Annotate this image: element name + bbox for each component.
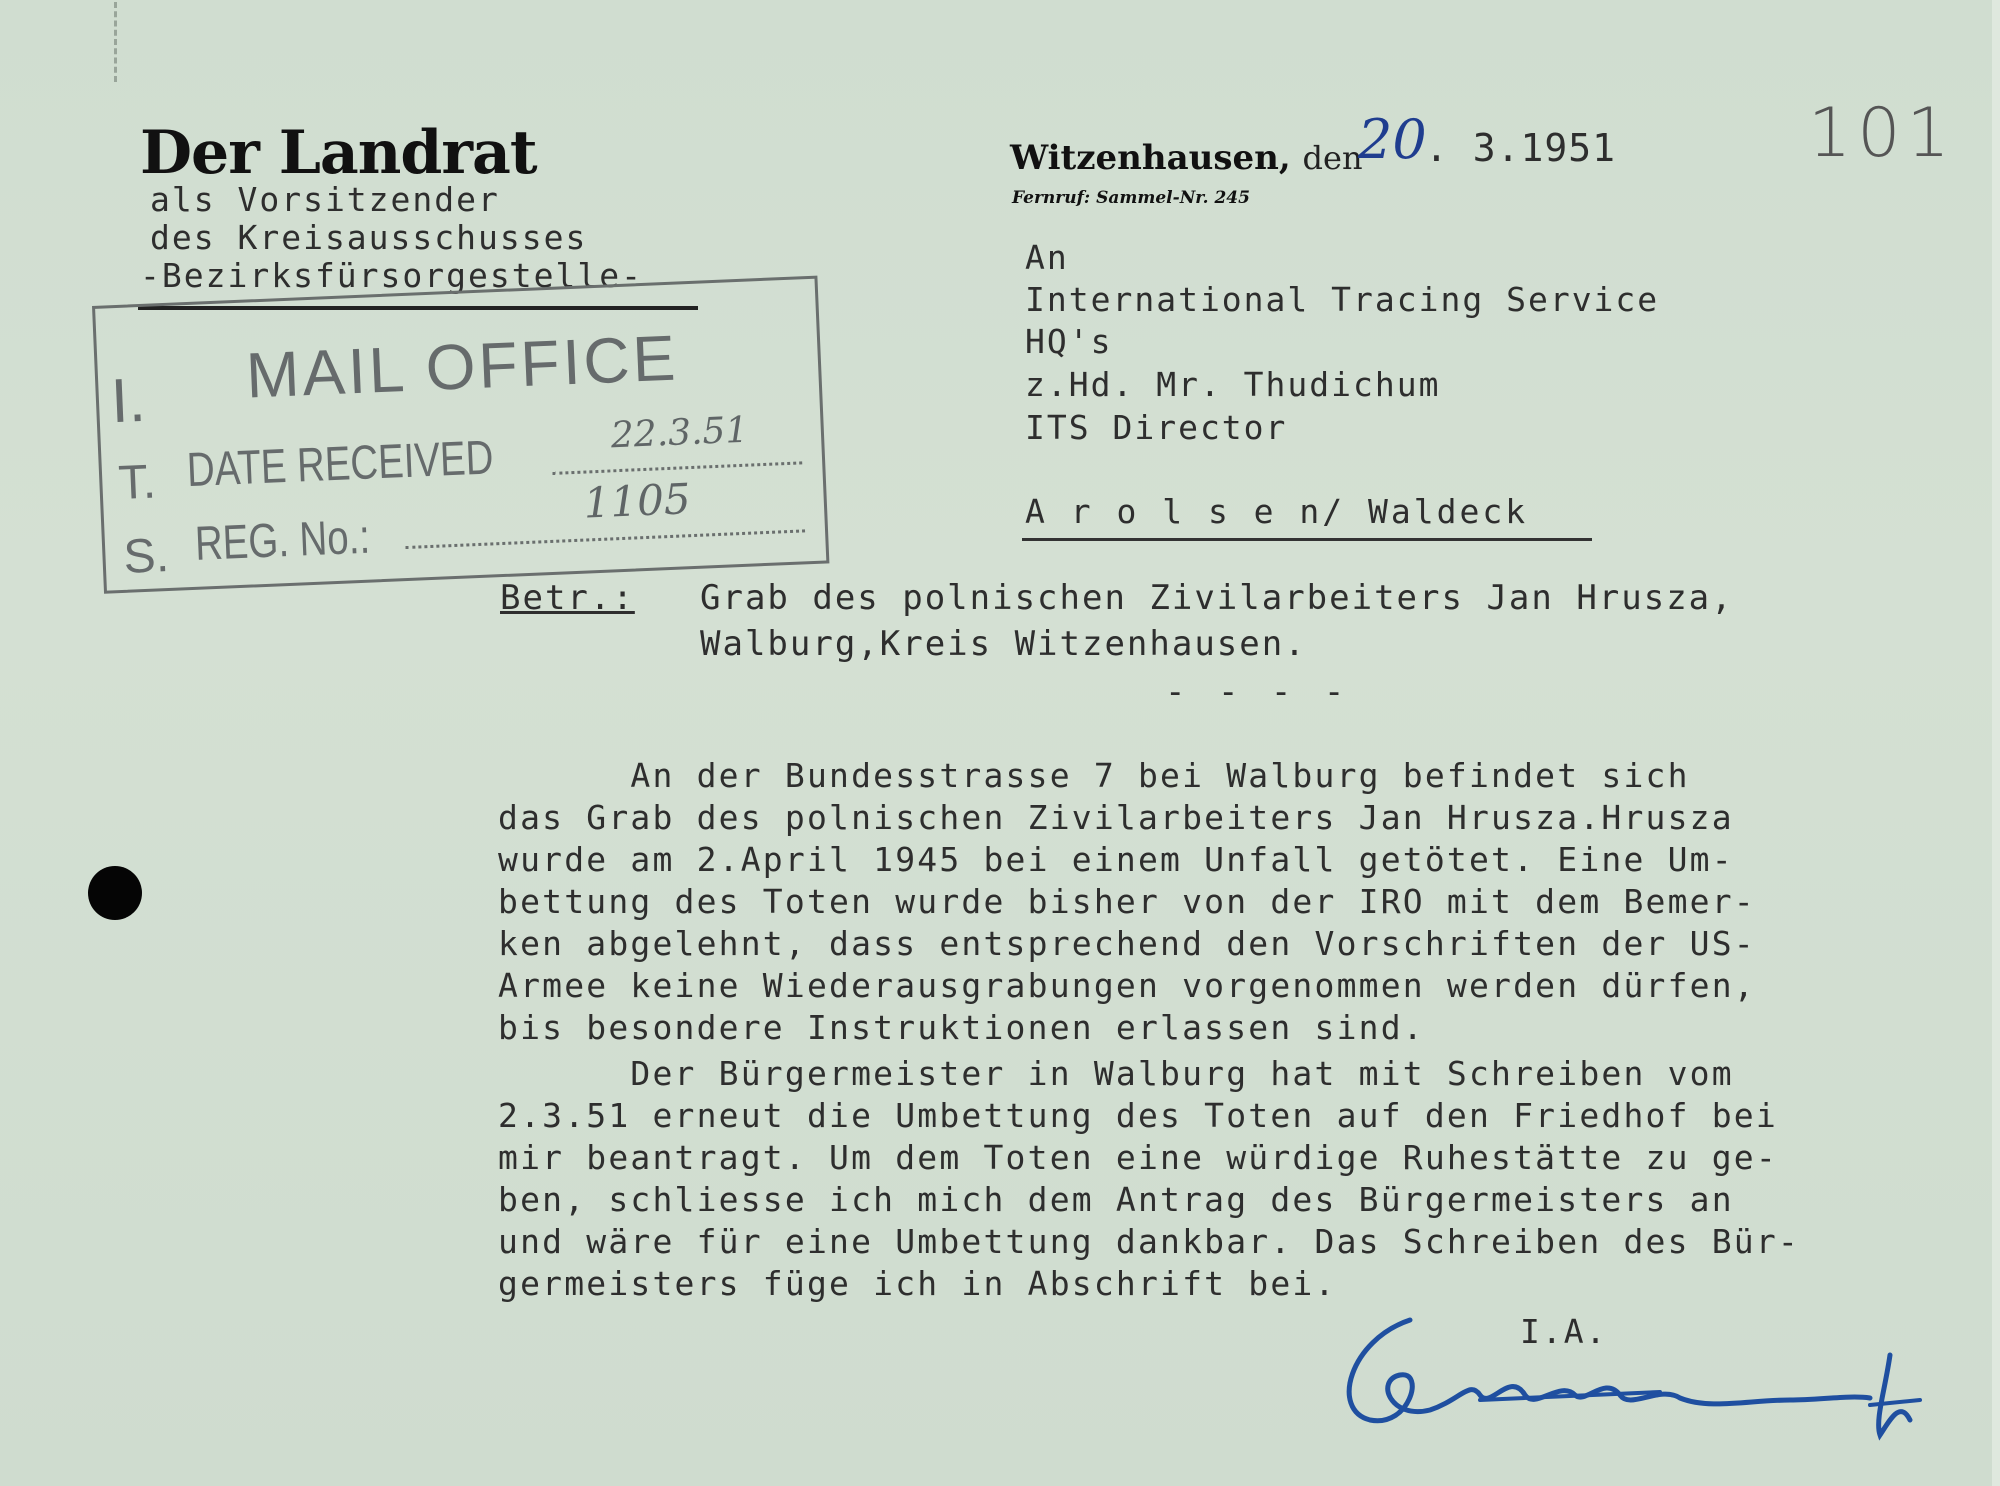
- body-line: wurde am 2.April 1945 bei einem Unfall getötet. Eine Um-: [498, 840, 1734, 879]
- letterhead-line: -Bezirksfürsorgestelle-: [140, 256, 643, 295]
- recipient-line: ITS Director: [1025, 408, 1288, 447]
- page-number: 101: [1808, 94, 1956, 173]
- closing-ia: I.A.: [1520, 1312, 1608, 1351]
- body-line: Der Bürgermeister in Walburg hat mit Schreiben vom: [498, 1054, 1734, 1093]
- stamp-reg-value: 1105: [582, 474, 692, 528]
- edge-strip: [1992, 0, 2000, 1486]
- mail-office-stamp: [92, 276, 829, 594]
- body-line: Armee keine Wiederausgrabungen vorgenommen werden dürfen,: [498, 966, 1756, 1005]
- recipient-city: A r o l s e n/ Waldeck: [1025, 492, 1529, 531]
- handwritten-signature: [1330, 1300, 1950, 1450]
- body-line: germeisters füge ich in Abschrift bei.: [498, 1264, 1337, 1303]
- recipient-line: z.Hd. Mr. Thudichum: [1025, 365, 1441, 404]
- body-line: ken abgelehnt, dass entsprechend den Vorschriften der US-: [498, 924, 1756, 963]
- date-day-handwritten: 20: [1358, 108, 1427, 171]
- edge-mark: [114, 2, 123, 82]
- body-line: ben, schliesse ich mich dem Antrag des Bürgermeisters an: [498, 1180, 1734, 1219]
- subject-line: Grab des polnischen Zivilarbeiters Jan Hrusza,: [700, 578, 1734, 618]
- stamp-letter-s: S.: [122, 529, 170, 584]
- date-month-year: . 3.1951: [1425, 126, 1617, 170]
- letterhead-line: als Vorsitzender: [150, 180, 500, 219]
- subject-line: Walburg,Kreis Witzenhausen.: [700, 624, 1307, 664]
- recipient-line: International Tracing Service: [1025, 280, 1660, 319]
- place-name: Witzenhausen,: [1010, 138, 1291, 178]
- body-line: An der Bundesstrasse 7 bei Walburg befindet sich: [498, 756, 1690, 795]
- body-line: das Grab des polnischen Zivilarbeiters Jan Hrusza.Hrusza: [498, 798, 1734, 837]
- recipient-line: An: [1025, 238, 1069, 277]
- body-line: bis besondere Instruktionen erlassen sind.: [498, 1008, 1425, 1047]
- body-line: 2.3.51 erneut die Umbettung des Toten auf den Friedhof bei: [498, 1096, 1778, 1135]
- recipient-line: HQ's: [1025, 322, 1113, 361]
- letterhead-line: des Kreisausschusses: [150, 218, 588, 257]
- city-underline: [1022, 538, 1592, 541]
- phone-line: Fernruf: Sammel-Nr. 245: [1012, 188, 1250, 208]
- stamp-letter-t: T.: [117, 455, 157, 511]
- subject-label: Betr.:: [500, 578, 635, 618]
- body-line: und wäre für eine Umbettung dankbar. Das Schreiben des Bür-: [498, 1222, 1800, 1261]
- punch-hole: [88, 866, 142, 920]
- stamp-letter-i: I.: [109, 365, 147, 437]
- body-line: bettung des Toten wurde bisher von der IRO mit dem Bemer-: [498, 882, 1756, 921]
- place-den: den: [1302, 139, 1363, 177]
- stamp-date-label: DATE RECEIVED: [185, 431, 495, 498]
- stamp-date-value: 22.3.51: [610, 409, 750, 457]
- body-line: mir beantragt. Um dem Toten eine würdige Ruhestätte zu ge-: [498, 1138, 1778, 1177]
- stamp-reg-dotted-line: [405, 529, 805, 549]
- stamp-date-dotted-line: [552, 461, 802, 474]
- letterhead-title: Der Landrat: [140, 118, 537, 188]
- stamp-reg-label: REG. No.:: [193, 510, 372, 571]
- subject-separator: - - - -: [1165, 672, 1351, 712]
- place-line: [1010, 138, 1363, 178]
- stamp-title: MAIL OFFICE: [244, 321, 680, 412]
